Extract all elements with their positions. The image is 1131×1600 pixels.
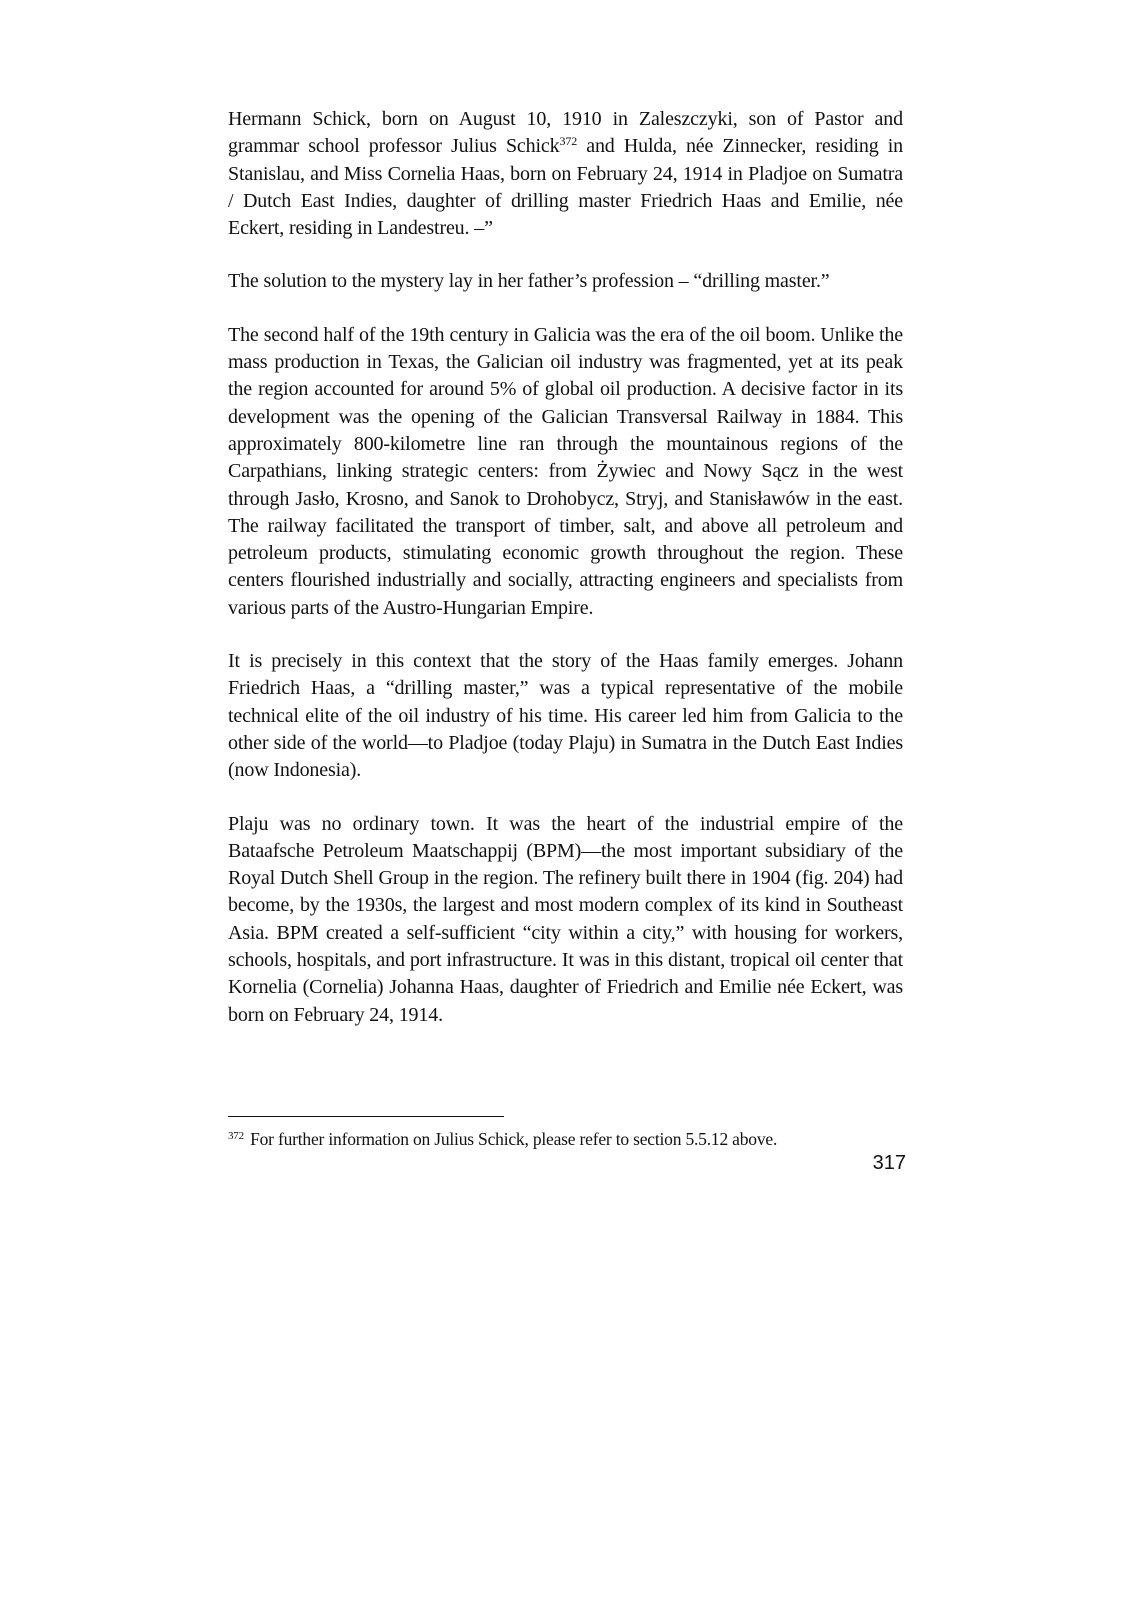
footnote (228, 1128, 908, 1150)
footnote-number: 372 (228, 1130, 244, 1142)
footnote-text: For further information on Julius Schick, please refer to section 5.5.12 above. (245, 1129, 778, 1149)
page-number: 317 (872, 1152, 906, 1174)
footnote-reference[interactable]: 372 (559, 134, 578, 149)
paragraph-1-end: and Hulda, née Zinnecker, residing in Stanislau, and Miss Cornelia Haas, born on February 24, 1914 in Pladjoe on Sumatra / Dutch East Indies, daughter of drilling master Friedrich Haas and Emilie, née Eckert, residing in Landestreu. –” (228, 135, 903, 240)
body-text (228, 106, 903, 1055)
paragraph-3: The second half of the 19th century in Galicia was the era of the oil boom. Unlike the mass production in Texas, the Galician oil industry was fragmented, yet at its peak the region accounted for around 5% of global oil production. A decisive factor in its development was the opening of the Galician Transversal Railway in 1884. This approximately 800-kilometre line ran through the mountainous regions of the Carpathians, linking strategic centers: from Żywiec and Nowy Sącz in the west through Jasło, Krosno, and Sanok to Drohobycz, Stryj, and Stanisławów in the east. The railway facilitated the transport of timber, salt, and above all petroleum and petroleum products, stimulating economic growth throughout the region. These centers flourished industrially and socially, attracting engineers and specialists from various parts of the Austro-Hungarian Empire. (228, 323, 903, 619)
paragraph-4: It is precisely in this context that the story of the Haas family emerges. Johann Friedrich Haas, a “drilling master,” was a typical representative of the mobile technical elite of the oil industry of his time. His career led him from Galicia to the other side of the world—to Pladjoe (today Plaju) in Sumatra in the Dutch East Indies (now Indonesia). (228, 650, 903, 782)
footnote-divider (228, 1116, 504, 1117)
paragraph-5: Plaju was no ordinary town. It was the heart of the industrial empire of the Bataafsche Petroleum Maatschappij (BPM)—the most important subsidiary of the Royal Dutch Shell Group in the region. The refinery built there in 1904 (fig. 204) had become, by the 1930s, the largest and most modern complex of its kind in Southeast Asia. BPM created a self-sufficient “city within a city,” with housing for workers, schools, hospitals, and port infrastructure. It was in this distant, tropical oil center that Kornelia (Cornelia) Johanna Haas, daughter of Friedrich and Emilie née Eckert, was born on February 24, 1914. (228, 812, 903, 1026)
paragraph-2: The solution to the mystery lay in her father’s profession – “drilling master.” (228, 270, 830, 293)
paragraph-1-start: Hermann Schick, born on August 10, 1910 in Zaleszczyki, son of Pastor and grammar school professor Julius Schick (228, 108, 903, 158)
paragraph-1 (228, 106, 903, 242)
